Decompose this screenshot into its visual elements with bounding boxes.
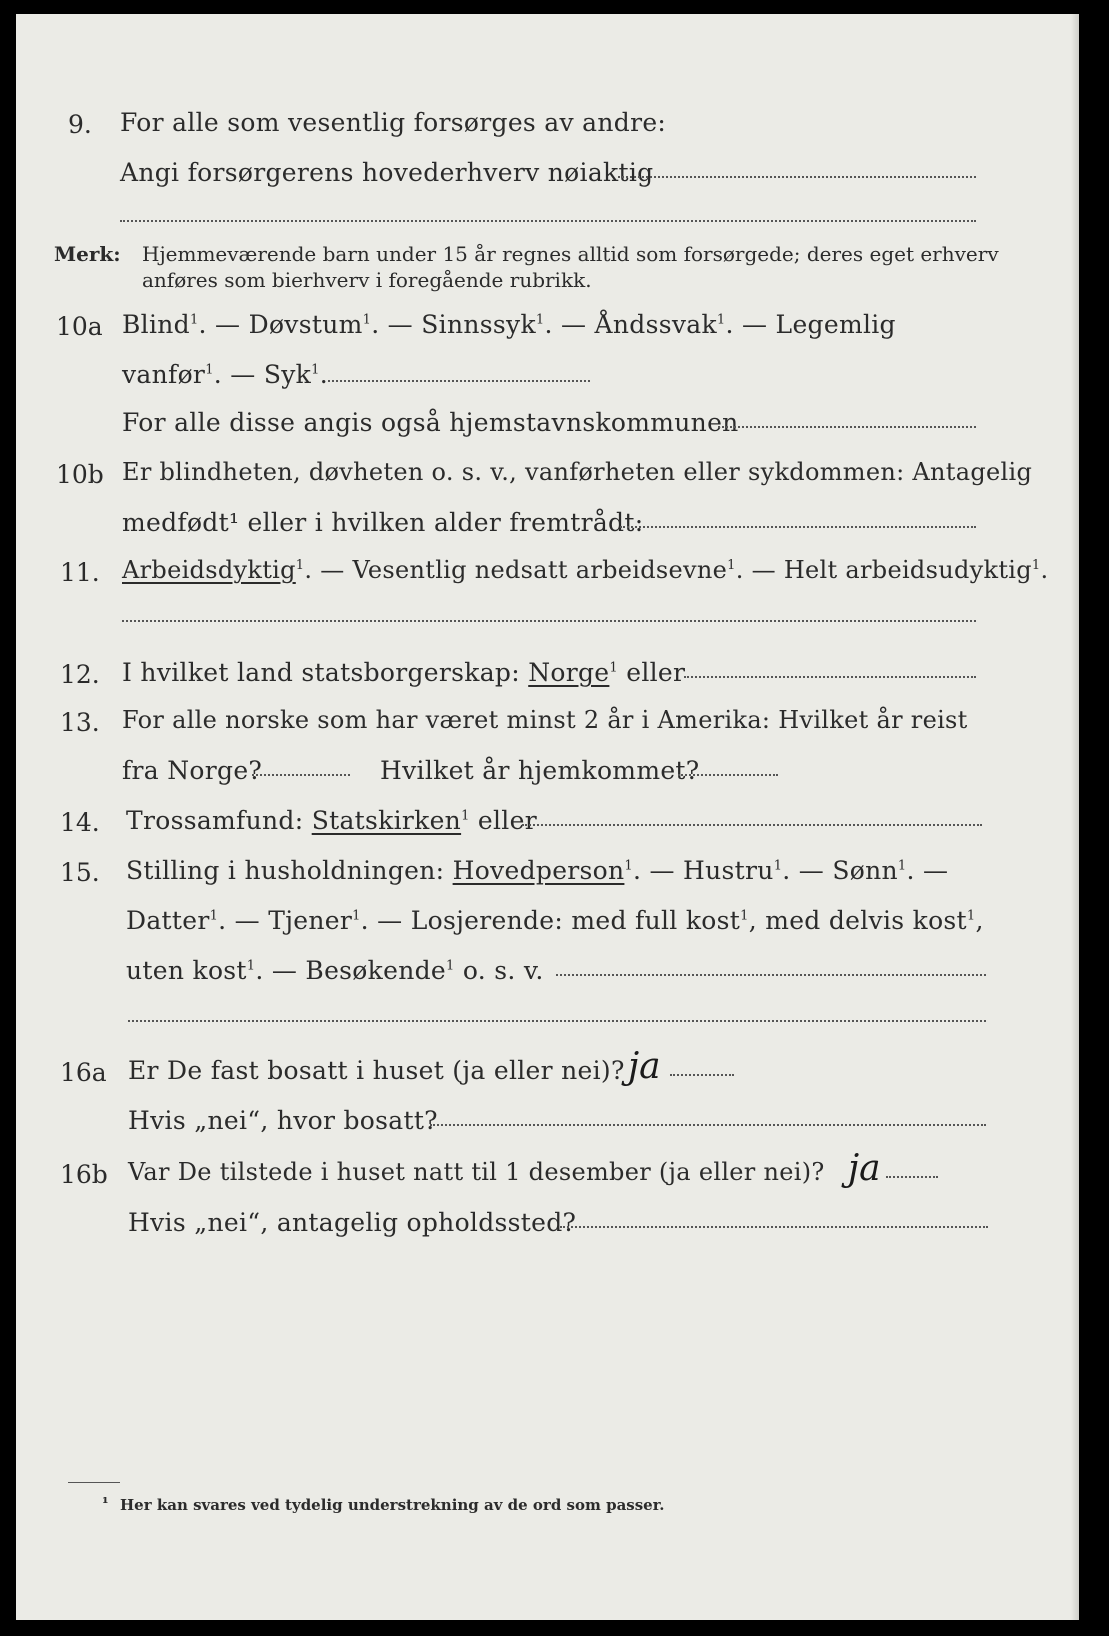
q11-line: Arbeidsdyktig$^1$. — Vesentlig nedsatt arbeidsevne$^1$. — Helt arbeidsudyktig$^1$.	[122, 556, 1049, 584]
opt-besokende[interactable]: Besøkende	[305, 956, 446, 985]
opt-hovedperson[interactable]: Hovedperson	[452, 856, 625, 885]
q16b-line1: Var De tilstede i huset natt til 1 desember (ja eller nei)?	[128, 1158, 825, 1186]
opt-uten-kost[interactable]: uten kost	[126, 956, 247, 985]
q16a-bosatt-line[interactable]	[430, 1124, 986, 1126]
q16b-line2: Hvis „nei“, antagelig opholdssted?	[128, 1208, 577, 1237]
q11-extra-line[interactable]	[122, 620, 976, 622]
q15-line1: Stilling i husholdningen: Hovedperson$^1$. — Hustru$^1$. — Sønn$^1$. —	[126, 856, 949, 885]
opt-sinnssyk[interactable]: Sinnssyk	[421, 310, 536, 339]
opt-helt[interactable]: Helt arbeidsudyktig	[783, 556, 1032, 584]
q13-reist-line[interactable]	[252, 774, 350, 776]
opt-blind[interactable]: Blind	[122, 310, 190, 339]
q14-number: 14.	[60, 808, 100, 837]
opt-dovstum[interactable]: Døvstum	[248, 310, 363, 339]
opt-vanfor[interactable]: vanfør	[122, 360, 206, 389]
q12-line: I hvilket land statsborgerskap: Norge$^1$ eller	[122, 658, 686, 687]
opt-vesentlig[interactable]: Vesentlig nedsatt arbeidsevne	[352, 556, 728, 584]
opt-sonn[interactable]: Sønn	[832, 856, 898, 885]
q16a-line2: Hvis „nei“, hvor bosatt?	[128, 1106, 438, 1135]
q14-line: Trossamfund: Statskirken$^1$ eller	[126, 806, 537, 835]
q15-line2: Datter$^1$. — Tjener$^1$. — Losjerende: med full kost$^1$, med delvis kost$^1$,	[126, 906, 984, 935]
q9-answer-line[interactable]	[618, 176, 976, 178]
q16a-answer-line[interactable]	[670, 1074, 734, 1076]
q10a-kommune-line[interactable]	[718, 426, 976, 428]
q10a-line3: For alle disse angis også hjemstavnskommunen	[122, 408, 739, 437]
q13-hjemkommet-line[interactable]	[678, 774, 778, 776]
q16a-number: 16a	[60, 1058, 107, 1087]
opt-legemlig[interactable]: Legemlig	[775, 310, 896, 339]
opt-delvis-kost[interactable]: med delvis kost	[765, 906, 967, 935]
q14-answer-line[interactable]	[522, 824, 982, 826]
opt-datter[interactable]: Datter	[126, 906, 210, 935]
q10b-line2: medfødt¹ eller i hvilken alder fremtrådt:	[122, 508, 644, 537]
opt-syk[interactable]: Syk	[263, 360, 312, 389]
merk-line2: anføres som bierhverv i foregående rubrikk.	[142, 268, 592, 292]
q10a-line1: Blind$^1$. — Døvstum$^1$. — Sinnssyk$^1$. — Åndssvak$^1$. — Legemlig	[122, 310, 896, 339]
q15-answer-line[interactable]	[556, 974, 986, 976]
opt-norge[interactable]: Norge	[528, 658, 610, 687]
q12-number: 12.	[60, 660, 100, 689]
footnote-mark: ¹	[102, 1494, 109, 1512]
opt-hustru[interactable]: Hustru	[683, 856, 774, 885]
q12-answer-line[interactable]	[684, 676, 976, 678]
q13-line1: For alle norske som har været minst 2 år i Amerika: Hvilket år reist	[122, 706, 968, 734]
q9-line1: For alle som vesentlig forsørges av andre:	[120, 108, 667, 137]
q15-number: 15.	[60, 858, 100, 887]
q15-line3: uten kost$^1$. — Besøkende$^1$ o. s. v.	[126, 956, 544, 985]
q16b-answer-line[interactable]	[886, 1176, 938, 1178]
q13-hjem: Hvilket år hjemkommet?	[380, 756, 700, 785]
q11-number: 11.	[60, 558, 100, 587]
q16a-line1: Er De fast bosatt i huset (ja eller nei)?	[128, 1056, 625, 1085]
opt-statskirken[interactable]: Statskirken	[311, 806, 462, 835]
q10b-answer-line[interactable]	[620, 526, 976, 528]
q16b-opholdssted-line[interactable]	[560, 1226, 988, 1228]
q16b-answer[interactable]: ja	[848, 1148, 881, 1189]
q10a-number: 10a	[56, 312, 103, 341]
merk-label: Merk:	[54, 242, 121, 266]
q9-line2: Angi forsørgerens hovederhverv nøiaktig	[120, 158, 654, 187]
q16b-number: 16b	[60, 1160, 108, 1189]
opt-andssvak[interactable]: Åndssvak	[594, 310, 717, 339]
q9-number: 9.	[68, 110, 92, 139]
footnote-text: Her kan svares ved tydelig understrekning av de ord som passer.	[120, 1496, 665, 1514]
merk-line1: Hjemmeværende barn under 15 år regnes alltid som forsørgede; deres eget erhverv	[142, 242, 999, 266]
q10a-line2: vanfør$^1$. — Syk$^1$.	[122, 360, 328, 389]
q10b-line1: Er blindheten, døvheten o. s. v., vanførheten eller sykdommen: Antagelig	[122, 458, 1033, 486]
footnote-rule	[68, 1482, 120, 1483]
q13-fra: fra Norge?	[122, 756, 263, 785]
q13-number: 13.	[60, 708, 100, 737]
q10a-syk-line[interactable]	[328, 380, 590, 382]
q16a-answer[interactable]: ja	[628, 1046, 661, 1087]
q10b-number: 10b	[56, 460, 104, 489]
opt-arbeidsdyktig[interactable]: Arbeidsdyktig	[122, 556, 296, 584]
census-form-page	[16, 14, 1079, 1620]
q15-extra-line[interactable]	[128, 1020, 986, 1022]
opt-full-kost[interactable]: med full kost	[571, 906, 741, 935]
q9-extra-line[interactable]	[120, 220, 976, 222]
opt-tjener[interactable]: Tjener	[268, 906, 353, 935]
